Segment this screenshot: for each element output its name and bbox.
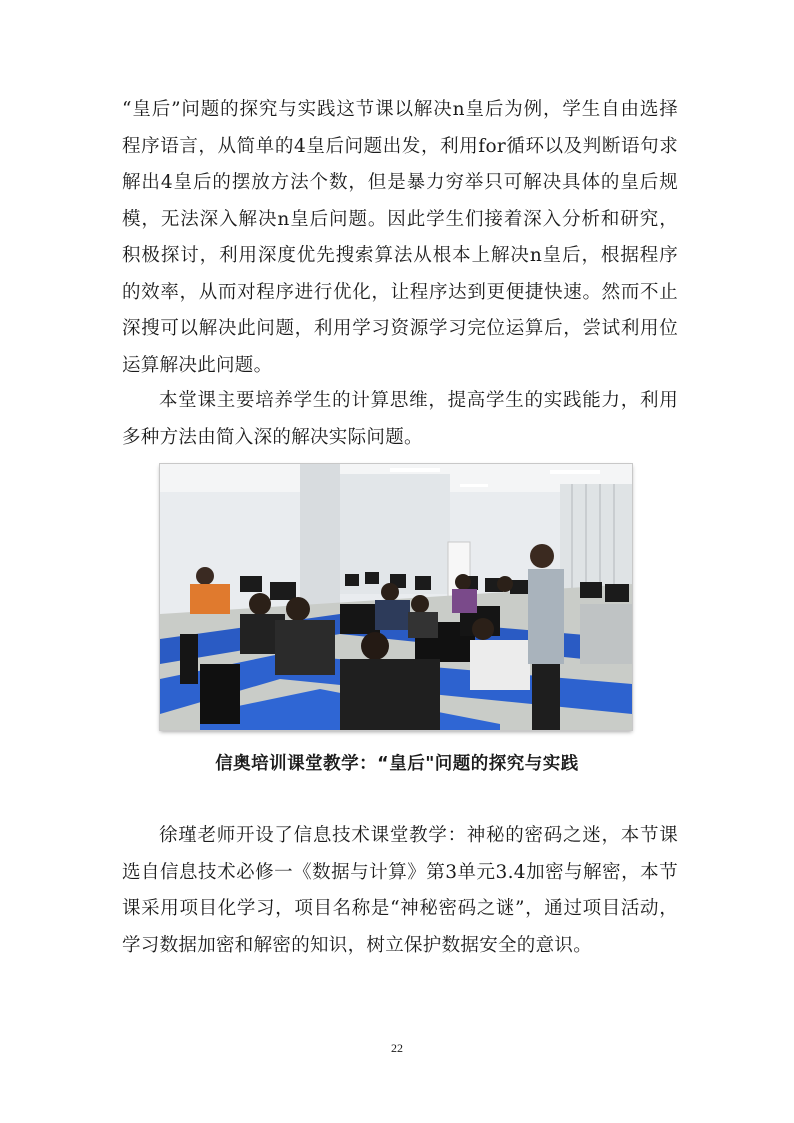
page-number: 22 [391,1041,403,1055]
classroom-photo [160,464,632,730]
photo-caption: 信奥培训课堂教学：“皇后"问题的探究与实践 [215,754,579,774]
paragraph-1-text: “皇后”问题的探究与实践这节课以解决n皇后为例，学生自由选择程序语言，从简单的4皇后问题出发，利用for循环以及判断语句求解出4皇后的摆放方法个数，但是暴力穷举只可解决具体的皇后规模，无法深入解决n皇后问题。因此学生们接着深入分析和研究，积极探讨，利用深度优先搜索算法从根本上解决n皇后，根据程序的效率，从而对程序进行优化，让程序达到更便捷快速。然而不止深搜可以解决此问题，利用学习资源学习完位运算后，尝试利用位运算解决此问题。 [122,99,678,376]
paragraph-2-text: 本堂课主要培养学生的计算思维，提高学生的实践能力，利用多种方法由简入深的解决实际问题。 [122,390,678,448]
paragraph-1 [122,92,678,384]
paragraph-2 [122,383,678,456]
paragraph-3 [122,818,678,964]
paragraph-3-text: 徐瑾老师开设了信息技术课堂教学：神秘的密码之迷，本节课选自信息技术必修一《数据与计算》第3单元3.4加密与解密，本节课采用项目化学习，项目名称是“神秘密码之谜”，通过项目活动，学习数据加密和解密的知识，树立保护数据安全的意识。 [122,825,678,956]
